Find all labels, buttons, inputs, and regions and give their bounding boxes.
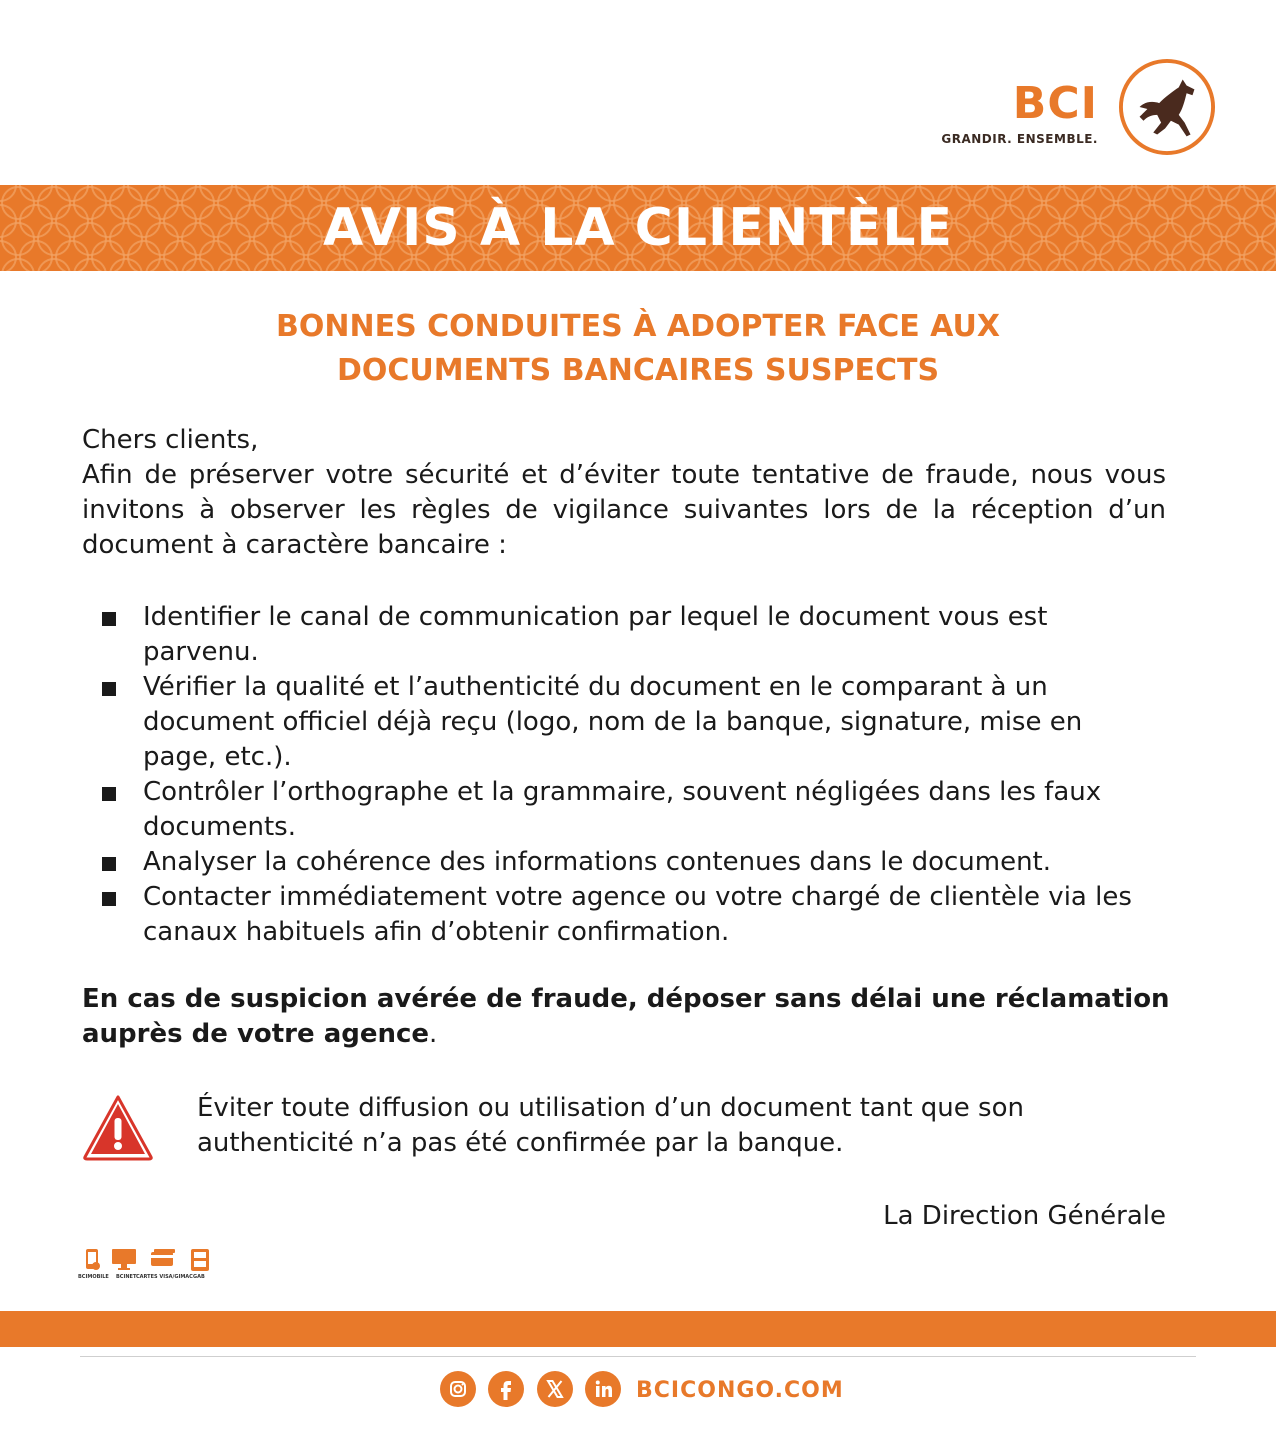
fraud-warning — [82, 982, 1182, 1052]
footer-bar — [0, 1311, 1276, 1347]
bullet-square-icon — [102, 612, 116, 626]
vigilance-list — [100, 600, 1150, 950]
services-row — [76, 1248, 216, 1284]
atm-icon — [190, 1248, 210, 1272]
alert-text: Éviter toute diffusion ou utilisation d’un document tant que son authenticité n’a pas été confirmée par la banque. — [197, 1093, 1024, 1158]
signature: La Direction Générale — [883, 1201, 1166, 1231]
website-link[interactable]: BCICONGO.COM — [636, 1378, 844, 1403]
list-item — [100, 600, 1150, 670]
mobile-icon — [84, 1248, 102, 1272]
list-item-text: Contacter immédiatement votre agence ou votre chargé de clientèle via les canaux habituels afin d’obtenir confirmation. — [143, 882, 1132, 947]
greeting: Chers clients, — [82, 425, 259, 455]
list-item — [100, 670, 1150, 775]
notice-title: AVIS À LA CLIENTÈLE — [322, 198, 954, 258]
bullet-square-icon — [102, 682, 116, 696]
bullet-square-icon — [102, 857, 116, 871]
horse-logo-icon — [1118, 58, 1216, 156]
list-item-text: Vérifier la qualité et l’authenticité du document en le comparant à un document officiel déjà reçu (logo, nom de la banque, signature, mise en page, etc.). — [143, 672, 1083, 772]
linkedin-icon[interactable] — [585, 1371, 621, 1407]
fraud-warning-bold: En cas de suspicion avérée de fraude, déposer sans délai une réclamation auprès de votre agence — [82, 984, 1170, 1049]
title-banner — [0, 185, 1276, 271]
subtitle — [60, 305, 1216, 393]
service-label: BCIMOBILE — [78, 1274, 109, 1280]
x-icon[interactable] — [537, 1371, 573, 1407]
brand-wordmark — [941, 78, 1098, 146]
facebook-icon[interactable] — [488, 1371, 524, 1407]
service-label: GAB — [193, 1274, 205, 1280]
brand-name: BCI — [1012, 78, 1098, 129]
intro-paragraph: Afin de préserver votre sécurité et d’éviter toute tentative de fraude, nous vous invitons à observer les règles de vigilance suivantes lors de la réception d’un document à caractère bancaire : — [82, 460, 1166, 560]
bullet-square-icon — [102, 787, 116, 801]
list-item-text: Analyser la cohérence des informations contenues dans le document. — [143, 847, 1052, 877]
fraud-warning-end: . — [429, 1019, 438, 1049]
list-item — [100, 775, 1150, 845]
service-label: CARTES VISA/GIMAC — [136, 1274, 193, 1280]
brand-logo — [896, 58, 1216, 162]
footer-divider — [80, 1356, 1196, 1357]
list-item — [100, 845, 1150, 880]
service-label: BCINET — [116, 1274, 137, 1280]
list-item-text: Contrôler l’orthographe et la grammaire, souvent négligées dans les faux documents. — [143, 777, 1102, 842]
card-icon — [150, 1248, 176, 1270]
instagram-icon[interactable] — [440, 1371, 476, 1407]
desktop-icon — [111, 1248, 137, 1270]
bullet-square-icon — [102, 892, 116, 906]
subtitle-line-2: DOCUMENTS BANCAIRES SUSPECTS — [336, 353, 940, 388]
list-item — [100, 880, 1150, 950]
brand-tagline: GRANDIR. ENSEMBLE. — [941, 132, 1098, 146]
list-item-text: Identifier le canal de communication par lequel le document vous est parvenu. — [143, 602, 1048, 667]
warning-triangle-icon — [82, 1094, 154, 1162]
subtitle-line-1: BONNES CONDUITES À ADOPTER FACE AUX — [276, 309, 1000, 344]
